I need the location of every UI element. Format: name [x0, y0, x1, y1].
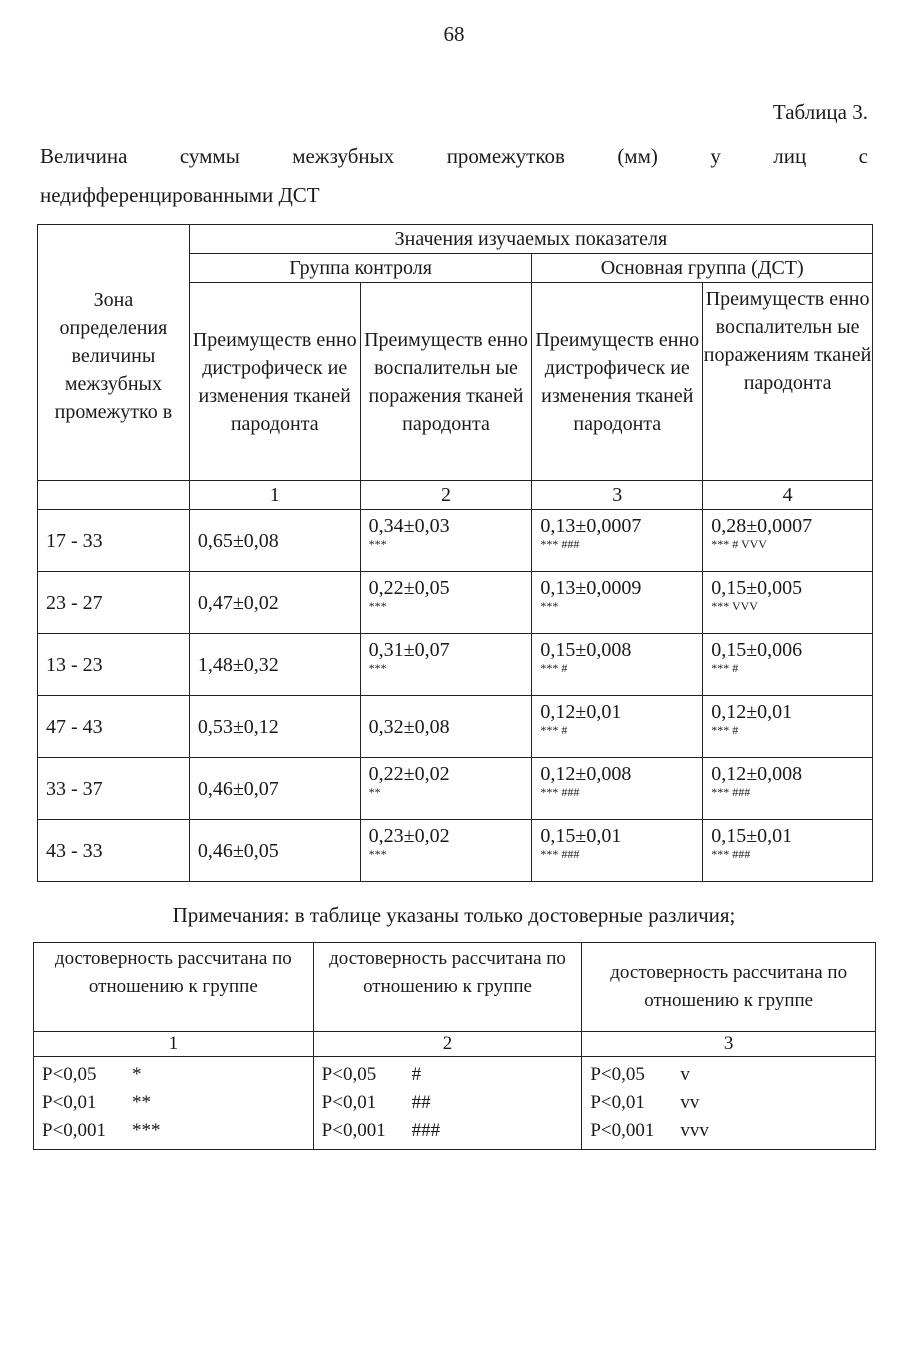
value: 0,12±0,01 — [540, 701, 622, 723]
value-cell — [360, 572, 532, 634]
value: 0,22±0,02 — [368, 763, 450, 785]
column-number: 2 — [360, 481, 532, 510]
significance-mark: *** ### — [540, 785, 580, 799]
value-cell — [360, 510, 532, 572]
table-row — [38, 572, 873, 634]
notes-column-number: 3 — [582, 1032, 876, 1057]
legend-row: P<0,001 *** — [42, 1120, 161, 1141]
values-header: Значения изучаемых показателя — [189, 225, 872, 254]
value-cell — [360, 820, 532, 882]
zone-cell: 13 - 23 — [38, 634, 190, 696]
zone-cell: 33 - 37 — [38, 758, 190, 820]
significance-mark: *** # — [540, 723, 568, 737]
notes-column-number: 2 — [313, 1032, 582, 1057]
significance-mark: *** ### — [540, 537, 580, 551]
column-number: 3 — [532, 481, 703, 510]
value: 0,13±0,0009 — [540, 577, 642, 599]
title-word: промежутков — [446, 144, 565, 168]
value-cell — [703, 510, 873, 572]
value-cell — [703, 758, 873, 820]
table-row — [38, 696, 873, 758]
significance-mark: *** ### — [540, 847, 580, 861]
notes-column-number: 1 — [34, 1032, 314, 1057]
legend-row: P<0,05 v — [590, 1064, 690, 1085]
value: 0,31±0,07 — [368, 639, 450, 661]
notes-header: достоверность рассчитана по отношению к группе — [582, 943, 876, 1032]
value: 0,22±0,05 — [368, 577, 450, 599]
zone-header: Зона определения величины межзубных промежутко в — [38, 225, 190, 481]
notes-header: достоверность рассчитана по отношению к группе — [34, 943, 314, 1032]
value-cell — [532, 696, 703, 758]
column-number: 4 — [703, 481, 873, 510]
value: 0,13±0,0007 — [540, 515, 642, 537]
significance-mark: *** # — [711, 661, 739, 675]
legend-row: P<0,001 ### — [321, 1120, 441, 1141]
title-word: суммы — [179, 144, 240, 168]
significance-mark: *** — [368, 599, 387, 613]
group-main-header: Основная группа (ДСТ) — [532, 254, 873, 283]
significance-mark: ** — [368, 785, 381, 799]
value: 0,15±0,01 — [540, 825, 622, 847]
significance-legend — [582, 1057, 876, 1150]
value-cell: 0,53±0,12 — [189, 696, 360, 758]
title-word: межзубных — [292, 144, 395, 168]
significance-legend — [34, 1057, 314, 1150]
notes-title: Примечания: в таблице указаны только достоверные различия; — [172, 903, 736, 927]
title-word: у — [710, 144, 721, 168]
title-word: Величина — [40, 144, 128, 168]
group-control-header: Группа контроля — [189, 254, 532, 283]
significance-mark: *** — [368, 847, 387, 861]
value-cell — [360, 758, 532, 820]
table-title-line2: недифференцированными ДСТ — [40, 183, 320, 207]
zone-cell: 43 - 33 — [38, 820, 190, 882]
column-number: 1 — [189, 481, 360, 510]
table-row — [38, 510, 873, 572]
value-cell — [532, 510, 703, 572]
value-cell — [703, 572, 873, 634]
main-data-table — [37, 224, 873, 882]
value-cell — [360, 634, 532, 696]
value-cell: 0,46±0,07 — [189, 758, 360, 820]
title-word: (мм) — [617, 144, 658, 168]
significance-mark: *** — [368, 537, 387, 551]
table-label: Таблица 3. — [772, 100, 868, 124]
value-cell — [703, 634, 873, 696]
table-title — [40, 144, 868, 169]
significance-mark: *** # VVV — [711, 537, 767, 551]
significance-mark: *** ### — [711, 847, 751, 861]
value-cell: 1,48±0,32 — [189, 634, 360, 696]
zone-cell: 23 - 27 — [38, 572, 190, 634]
value-cell — [532, 634, 703, 696]
significance-mark: *** # — [711, 723, 739, 737]
legend-row: P<0,001 vvv — [590, 1120, 709, 1141]
table-row — [38, 634, 873, 696]
value-cell — [532, 758, 703, 820]
value: 0,15±0,008 — [540, 639, 632, 661]
zone-cell: 17 - 33 — [38, 510, 190, 572]
value: 0,15±0,006 — [711, 639, 803, 661]
legend-row: P<0,01 vv — [590, 1092, 700, 1113]
significance-mark: *** — [540, 599, 559, 613]
value: 0,23±0,02 — [368, 825, 450, 847]
value: 0,12±0,008 — [711, 763, 803, 785]
value: 0,28±0,0007 — [711, 515, 813, 537]
table-row — [38, 820, 873, 882]
value-cell — [532, 572, 703, 634]
legend-row: P<0,01 ## — [321, 1092, 431, 1113]
value: 0,34±0,03 — [368, 515, 450, 537]
value-cell: 0,32±0,08 — [360, 696, 532, 758]
column-header: Преимуществ енно дистрофическ ие изменения тканей пародонта — [189, 283, 360, 481]
value-cell: 0,47±0,02 — [189, 572, 360, 634]
column-header: Преимуществ енно воспалительн ые поражениям тканей пародонта — [703, 283, 873, 481]
value-cell — [703, 696, 873, 758]
page-number: 68 — [443, 22, 465, 46]
value-cell: 0,46±0,05 — [189, 820, 360, 882]
value-cell: 0,65±0,08 — [189, 510, 360, 572]
column-header: Преимуществ енно дистрофическ ие изменения тканей пародонта — [532, 283, 703, 481]
value: 0,15±0,005 — [711, 577, 803, 599]
significance-mark: *** — [368, 661, 387, 675]
value: 0,15±0,01 — [711, 825, 793, 847]
zone-cell: 47 - 43 — [38, 696, 190, 758]
legend-row: P<0,05 * — [42, 1064, 142, 1085]
title-word: лиц — [773, 144, 807, 168]
value: 0,12±0,01 — [711, 701, 793, 723]
value-cell — [532, 820, 703, 882]
notes-table — [33, 942, 876, 1150]
column-header: Преимуществ енно воспалительн ые поражения тканей пародонта — [360, 283, 532, 481]
significance-mark: *** ### — [711, 785, 751, 799]
table-row — [38, 758, 873, 820]
significance-mark: *** VVV — [711, 599, 758, 613]
value-cell — [703, 820, 873, 882]
significance-legend — [313, 1057, 582, 1150]
value: 0,12±0,008 — [540, 763, 632, 785]
significance-mark: *** # — [540, 661, 568, 675]
empty-cell — [38, 481, 190, 510]
notes-header: достоверность рассчитана по отношению к группе — [313, 943, 582, 1032]
legend-row: P<0,05 # — [321, 1064, 422, 1085]
title-word: с — [858, 144, 868, 168]
legend-row: P<0,01 ** — [42, 1092, 151, 1113]
